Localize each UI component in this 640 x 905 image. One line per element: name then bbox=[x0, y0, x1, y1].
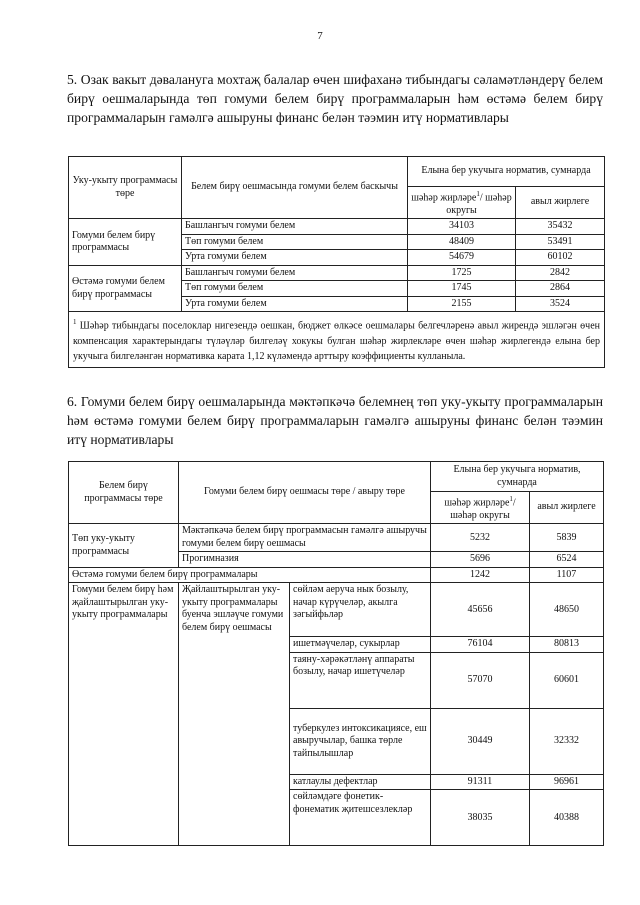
urban-value: 34103 bbox=[408, 219, 516, 235]
urban-value: 57070 bbox=[431, 652, 530, 708]
header-program-type: Уку-укыту программасы төре bbox=[69, 157, 182, 219]
header-rural: авыл жирлеге bbox=[516, 187, 605, 219]
rural-value: 1107 bbox=[530, 567, 604, 583]
section-6-table bbox=[68, 461, 604, 846]
footnote: $^1$ Шәһәр тибындагы поселоклар нигезендә оешкан, бюджет өлкәсе оешмалары белгечләренә авыл жирендә эшләгән өчен компенсация характерындагы түләүләр билгеләү хокукы булган шәһәр жирлекләре өчен шәһәр жирлегендә елына бер укучыга билгеләнгән нормативка карата 1,12 күләмендә арттыру коэффициенты кулланыла. bbox=[69, 312, 605, 367]
section-6-heading: 6. Гомуми белем бирү оешмаларында мәктәпкәчә белемнең төп уку-укыту программаларын һәм өстәмә гомуми белем бирү программаларын гамәлгә ашыруны финанс белән тәэмин итү нормативлары bbox=[67, 394, 603, 447]
urban-value: 48409 bbox=[408, 234, 516, 250]
level-cell: Урта гомуми белем bbox=[182, 250, 408, 266]
header-urban: шәһәр жирләре$^1$/ шәһәр округы bbox=[408, 187, 516, 219]
urban-value: 5232 bbox=[431, 524, 530, 552]
urban-value: 2155 bbox=[408, 296, 516, 312]
group-name: Гомуми белем бирү программасы bbox=[69, 219, 182, 266]
urban-value: 30449 bbox=[431, 708, 530, 774]
urban-value: 38035 bbox=[431, 790, 530, 846]
level-cell: Төп гомуми белем bbox=[182, 281, 408, 297]
rural-value: 2864 bbox=[516, 281, 605, 297]
header-program-type: Белем бирү программасы төре bbox=[69, 462, 179, 524]
urban-value: 5696 bbox=[431, 552, 530, 568]
urban-value: 1725 bbox=[408, 265, 516, 281]
header-norm: Елына бер укучыга норматив, сумнарда bbox=[408, 157, 605, 187]
group-name: Өстәмә гомуми белем бирү программасы bbox=[69, 265, 182, 312]
urban-value: 76104 bbox=[431, 637, 530, 653]
disease-cell: сөйләмдәге фонетик-фонематик җитешсезлекләр bbox=[290, 790, 431, 846]
org-type-cell: Прогимназия bbox=[179, 552, 431, 568]
level-cell: Башлангыч гомуми белем bbox=[182, 265, 408, 281]
disease-cell: сөйләм аеруча нык бозылу, начар күрүчеләр, акылга зәгыйфьләр bbox=[290, 583, 431, 637]
header-education-level: Белем бирү оешмасында гомуми белем баскычы bbox=[182, 157, 408, 219]
urban-value: 91311 bbox=[431, 774, 530, 790]
header-org-type: Гомуми белем бирү оешмасы төре / авыру төре bbox=[179, 462, 431, 524]
rural-value: 32332 bbox=[530, 708, 604, 774]
section-5-heading: 5. Озак вакыт дәваланугa мохтаҗ балалар өчен шифаханә тибындагы сәламәтләндерү белем бирү оешмаларында төп гомуми белем бирү программаларын һәм өстәмә белем бирү программаларын гамәлгә ашыруны финанс белән тәэмин итү нормативлары bbox=[67, 72, 603, 125]
urban-value: 1745 bbox=[408, 281, 516, 297]
urban-value: 1242 bbox=[431, 567, 530, 583]
disease-cell: таяну-хәрәкәтләнү аппараты бозылу, начар ишетүчеләр bbox=[290, 652, 431, 708]
rural-value: 40388 bbox=[530, 790, 604, 846]
group-name: Гомуми белем бирү һәм җайлаштырылган уку-укыту программалары bbox=[69, 583, 179, 846]
urban-value: 54679 bbox=[408, 250, 516, 266]
rural-value: 2842 bbox=[516, 265, 605, 281]
rural-value: 60102 bbox=[516, 250, 605, 266]
header-norm: Елына бер укучыга норматив, сумнарда bbox=[431, 462, 604, 492]
disease-cell: туберкулез интоксикациясе, еш авыручылар, башка төрле тайпылышлар bbox=[290, 708, 431, 774]
header-urban: шәһәр жирләре$^1$/ шәһәр округы bbox=[431, 492, 530, 524]
disease-cell: ишетмәүчеләр, сукырлар bbox=[290, 637, 431, 653]
rural-value: 48650 bbox=[530, 583, 604, 637]
disease-cell: катлаулы дефектлар bbox=[290, 774, 431, 790]
header-rural: авыл жирлеге bbox=[530, 492, 604, 524]
adapted-org-name: Җайлаштырылган уку-укыту программалары буенча эшләүче гомуми белем бирү оешмасы bbox=[179, 583, 290, 846]
level-cell: Төп гомуми белем bbox=[182, 234, 408, 250]
level-cell: Башлангыч гомуми белем bbox=[182, 219, 408, 235]
rural-value: 35432 bbox=[516, 219, 605, 235]
rural-value: 5839 bbox=[530, 524, 604, 552]
group-name: Төп уку-укыту программасы bbox=[69, 524, 179, 568]
rural-value: 53491 bbox=[516, 234, 605, 250]
org-type-cell: Мәктәпкәчә белем бирү программасын гамәлгә ашыручы гомуми белем бирү оешмасы bbox=[179, 524, 431, 552]
rural-value: 6524 bbox=[530, 552, 604, 568]
rural-value: 3524 bbox=[516, 296, 605, 312]
rural-value: 96961 bbox=[530, 774, 604, 790]
urban-value: 45656 bbox=[431, 583, 530, 637]
level-cell: Урта гомуми белем bbox=[182, 296, 408, 312]
section-5-table bbox=[68, 156, 605, 368]
rural-value: 60601 bbox=[530, 652, 604, 708]
extra-program-name: Өстәмә гомуми белем бирү программалары bbox=[69, 567, 431, 583]
page-number: 7 bbox=[317, 30, 323, 42]
rural-value: 80813 bbox=[530, 637, 604, 653]
